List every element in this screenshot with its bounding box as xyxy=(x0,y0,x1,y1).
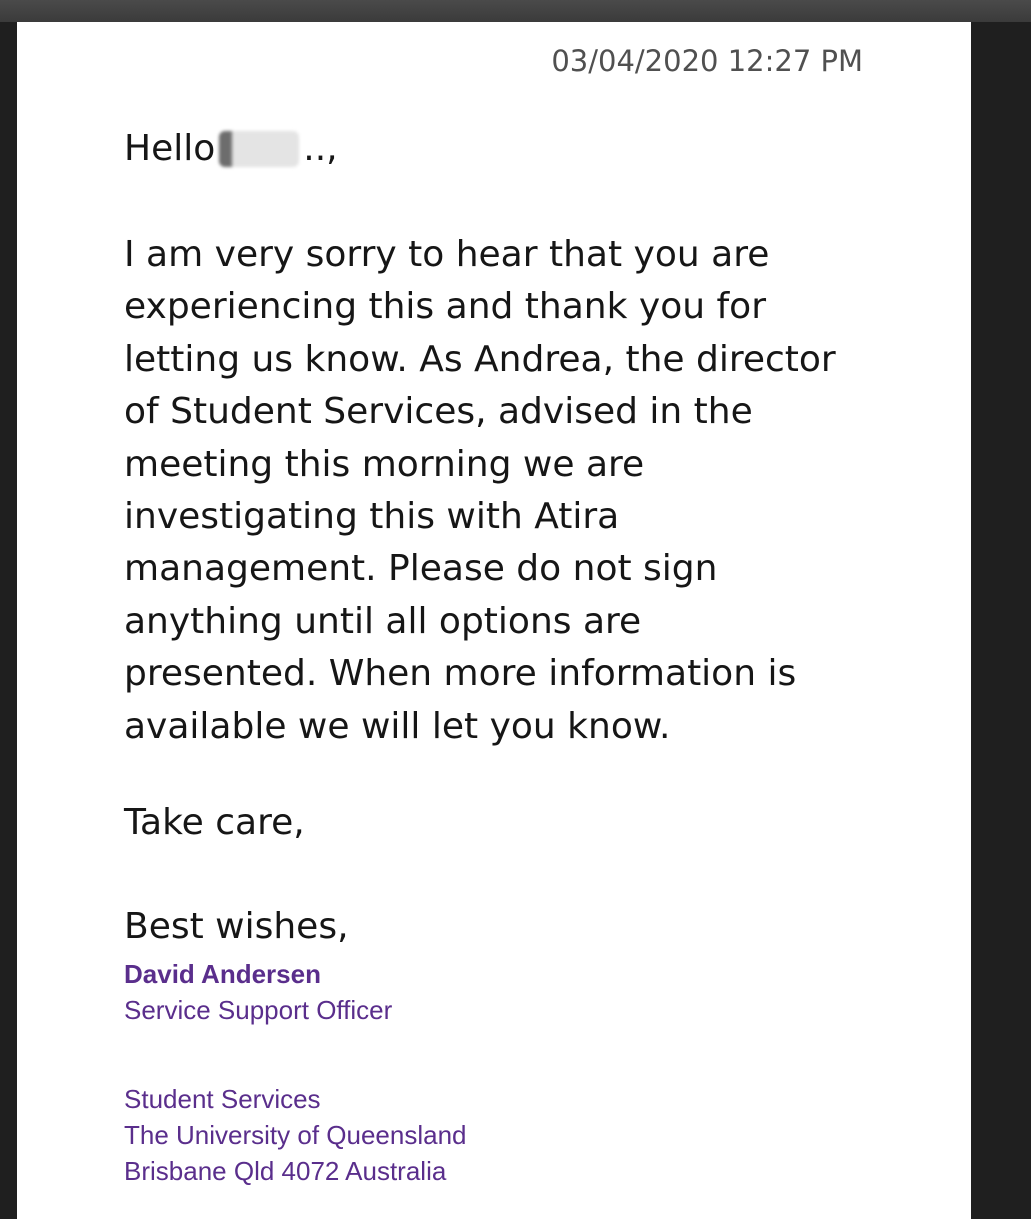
body-line: management. Please do not sign xyxy=(124,548,718,590)
body-line: anything until all options are xyxy=(124,600,642,642)
redacted-recipient-name xyxy=(219,131,299,167)
greeting-suffix: .., xyxy=(303,128,338,169)
email-greeting xyxy=(124,128,338,169)
signature-title: Service Support Officer xyxy=(124,995,393,1025)
signature-name: David Andersen xyxy=(124,959,321,989)
body-line: I am very sorry to hear that you are xyxy=(124,234,770,275)
greeting-prefix: Hello xyxy=(124,128,216,169)
signature-address: Brisbane Qld 4072 Australia xyxy=(124,1156,447,1186)
email-sign-off: Best wishes, xyxy=(124,906,349,947)
body-line: investigating this with Atira xyxy=(124,496,620,538)
email-closing: Take care, xyxy=(124,802,305,843)
body-line: letting us know. As Andrea, the director xyxy=(124,338,836,380)
body-line: presented. When more information is xyxy=(124,653,797,695)
email-timestamp: 03/04/2020 12:27 PM xyxy=(551,44,863,78)
email-signature xyxy=(124,956,467,1189)
email-message xyxy=(17,22,971,1219)
right-dark-margin xyxy=(971,22,1031,1219)
signature-department: Student Services xyxy=(124,1084,321,1114)
body-line: experiencing this and thank you for xyxy=(124,286,766,328)
body-line: available we will let you know. xyxy=(124,705,671,747)
email-body xyxy=(124,229,884,753)
body-line: meeting this morning we are xyxy=(124,443,645,485)
window-top-bar xyxy=(0,0,1031,22)
signature-spacer xyxy=(124,1028,467,1081)
left-dark-margin xyxy=(0,22,17,1219)
signature-organization: The University of Queensland xyxy=(124,1120,467,1150)
body-line: of Student Services, advised in the xyxy=(124,391,753,433)
